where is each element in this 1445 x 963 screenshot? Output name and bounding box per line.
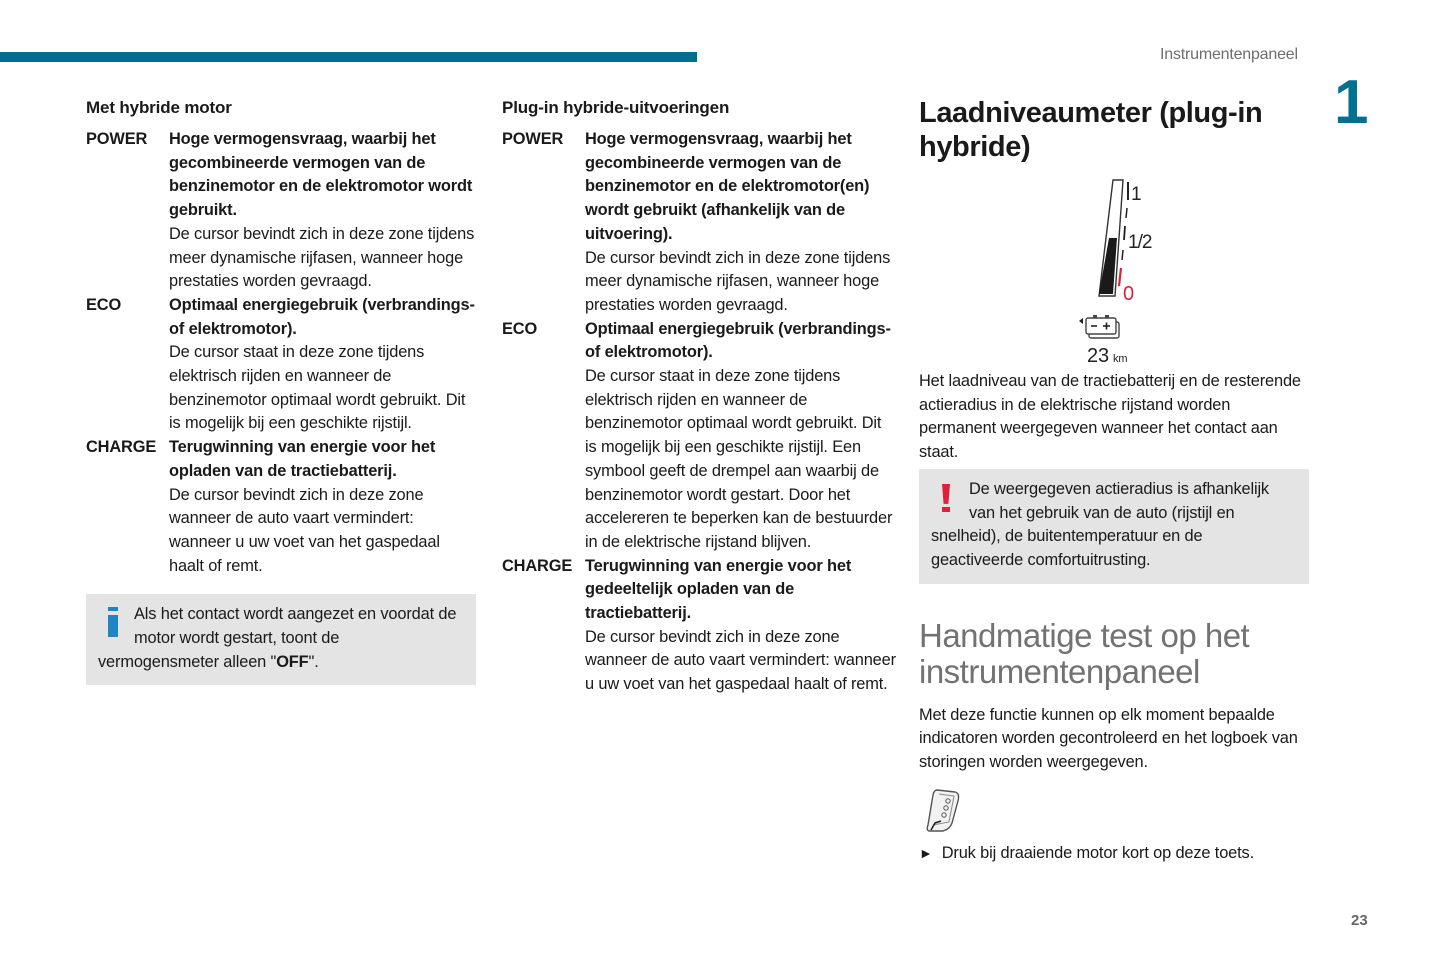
manual-test-heading: Handmatige test op het instrumentenpaneel [919,616,1250,690]
manual-test-description: Met deze functie kunnen op elk moment bepaalde indicatoren worden gecontroleerd en het logboek van storingen worden weergegeven. [919,705,1298,772]
svg-text:23: 23 [1087,345,1109,367]
mode-description: De cursor staat in deze zone tijdens elektrisch rijden en wanneer de benzinemotor optimaal wordt gebruikt. Dit is mogelijk bij een geschikte rijstijl. Een symbool geeft de drempel aan waarbij de benzinemotor wordt gestart. Door het accelereren te beperken kan de bestuurder in de elektrische rijstand blijven. [585,367,893,551]
mode-charge [502,555,897,697]
mode-key: POWER [86,130,148,148]
mode-key: ECO [86,295,122,314]
instruction-item [919,842,1309,866]
running-head: Instrumentenpaneel [1160,46,1298,63]
mode-key: CHARGE [86,438,157,457]
warning-icon [941,484,951,512]
mode-charge [86,436,476,578]
mode-description: De cursor bevindt zich in deze zone tijdens meer dynamische rijfasen, wanneer hoge prestaties worden gevraagd. [585,248,891,314]
mode-key: CHARGE [502,556,573,575]
mode-summary: Terugwinning van energie voor het gedeeltelijk opladen van de tractiebatterij. [585,556,852,623]
mode-key: POWER [502,130,564,148]
mode-description: De cursor bevindt zich in deze zone tijdens meer dynamische rijfasen, wanneer hoge prestaties worden gevraagd. [169,224,475,291]
mode-summary: Optimaal energiegebruik (verbrandings- of elektromotor). [169,295,475,338]
column-plugin-hybrid [502,96,897,697]
charge-gauge-icon [919,178,1309,370]
svg-text:km: km [1113,353,1128,365]
page-section-title: Laadniveaumeter (plug-in hybride) [919,97,1263,163]
svg-text:0: 0 [1123,283,1134,305]
mode-summary: Hoge vermogensvraag, waarbij het gecombineerde vermogen van de benzinemotor en de elektromotor wordt gebruikt. [169,130,473,220]
column-hybrid-motor [86,96,476,685]
warning-note-text: De weergegeven actieradius is afhankelijk van het gebruik van de auto (rijstijl en snelheid), de buitentemperatuur en de geactiveerde comfortuitrusting. [931,479,1269,569]
bullet-arrow-icon: ► [919,845,933,862]
mode-eco [86,294,476,436]
warning-note [919,469,1309,584]
mode-description: De cursor staat in deze zone tijdens elektrisch rijden en wanneer de benzinemotor optimaal wordt gebruikt. Dit is mogelijk bij een geschikte rijstijl. [169,343,466,433]
mode-power [86,128,476,294]
mode-description: De cursor bevindt zich in deze zone wanneer de auto vaart vermindert: wanneer u uw voet van het gaspedaal haalt of remt. [585,627,896,694]
mode-summary: Terugwinning van energie voor het opladen van de tractiebatterij. [169,438,436,480]
info-note-bold: OFF [276,652,309,671]
mode-power [502,128,897,318]
charge-description: Het laadniveau van de tractiebatterij en de resterende actieradius in de elektrische rijstand worden permanent weergegeven wanneer het contact aan staat. [919,372,1301,462]
mode-summary: Hoge vermogensvraag, waarbij het gecombineerde vermogen van de benzinemotor en de elektromotor(en) wordt gebruikt (afhankelijk van de uitvoering). [585,130,870,243]
info-note-tail: ". [308,652,319,671]
mode-description: De cursor bevindt zich in deze zone wanneer de auto vaart vermindert: wanneer u uw voet van het gaspedaal haalt of remt. [169,485,440,575]
header-accent-bar [0,52,697,62]
charge-gauge-illustration [919,178,1309,370]
info-note-text: Als het contact wordt aangezet en voordat de motor wordt gestart, toont de vermogensmeter alleen " [98,605,457,671]
section-heading: Met hybride motor [86,98,232,117]
page-number: 23 [1351,912,1368,929]
section-heading: Plug-in hybride-uitvoeringen [502,98,730,117]
gauge-label-full: 1 [1131,184,1142,205]
instruction-text: Druk bij draaiende motor kort op deze toets. [941,844,1254,863]
svg-text:1/2: 1/2 [1128,232,1152,253]
mode-summary: Optimaal energiegebruik (verbrandings- of elektromotor). [585,319,891,362]
stalk-button-icon [923,787,963,833]
mode-eco [502,318,897,555]
chapter-number: 1 [1334,68,1369,137]
column-charge-level [919,96,1309,866]
mode-key: ECO [502,319,538,338]
info-icon [108,607,118,637]
info-note [86,594,476,685]
